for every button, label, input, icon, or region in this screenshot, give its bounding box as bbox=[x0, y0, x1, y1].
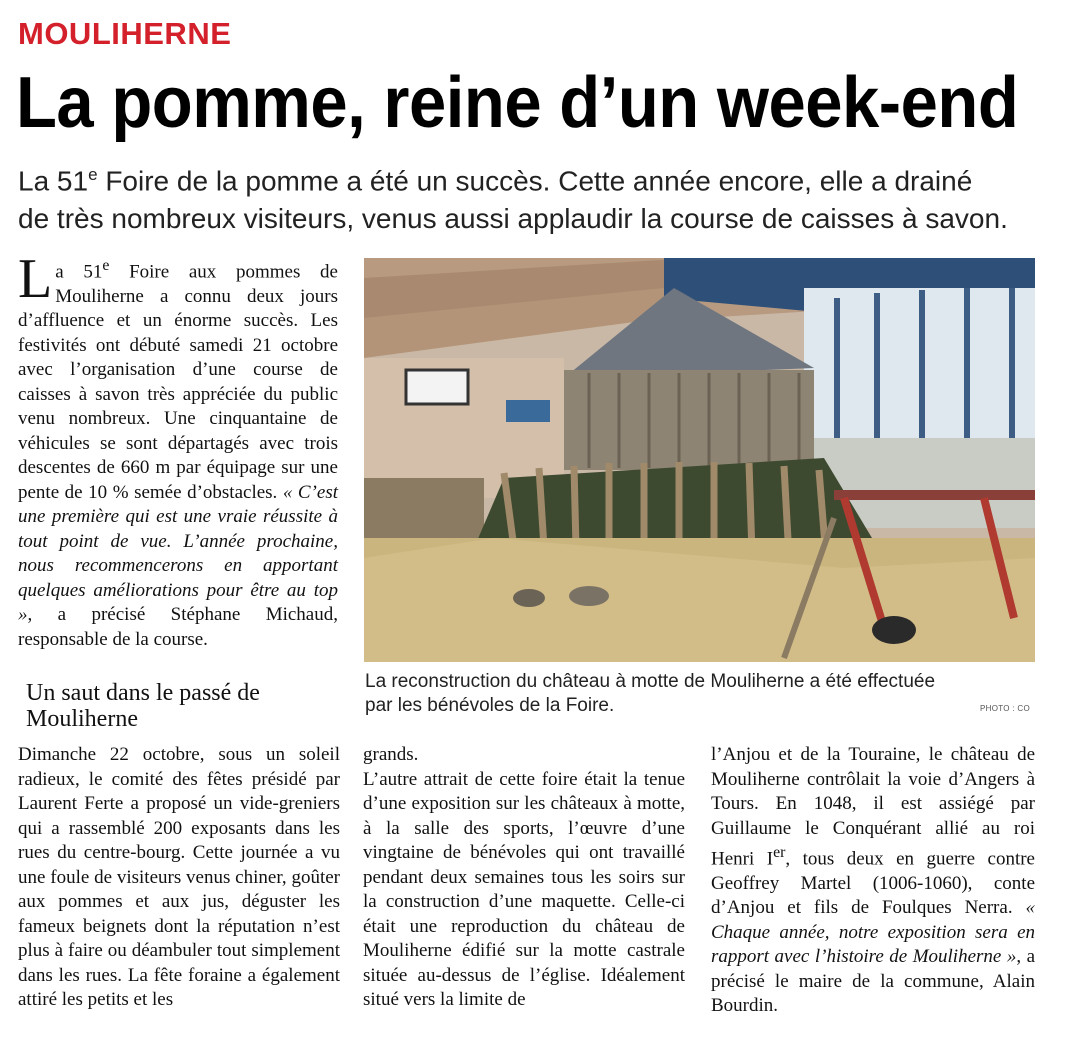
column-2 bbox=[363, 743, 685, 1013]
intro-text-end: , a précisé Stéphane Michaud, responsable de la course. bbox=[18, 604, 338, 650]
intro-quote: « C’est une première qui est une vraie réussite à tout point de vue. L’année prochaine, nous recommencerons en apportant quelques améliorations pour être au top » bbox=[18, 481, 338, 626]
intro-sup: e bbox=[102, 257, 110, 274]
lede-sup: e bbox=[88, 165, 98, 184]
col2-paragraph-b: L’autre attrait de cette foire était la tenue d’une exposition sur les châteaux à motte, à la salle des sports, l’œuvre d’une vingtaine de bénévoles qui ont travaillé pendant deux semaines tous les soirs sur la construction d’une maquette. Celle-ci était une reproduction du château de Mouliherne édifié sur la motte castrale située au-dessus de l’église. Idéalement situé vers la limite de bbox=[363, 768, 685, 1010]
caption-line1: La reconstruction du château à motte de Mouliherne a été effectuée bbox=[365, 671, 936, 692]
photo-caption bbox=[365, 670, 1005, 718]
intro-paragraph bbox=[18, 248, 338, 652]
column-1 bbox=[18, 743, 340, 1013]
photo-credit: PHOTO : CO bbox=[980, 704, 1030, 713]
headline: La pomme, reine d’un week-end bbox=[16, 63, 1019, 143]
intro-text-b: Foire aux pommes de Mouliherne a connu deux jours d’affluence et un énorme succès. Les festivités ont débuté samedi 21 octobre avec l’organisation d’une course de caisses à savon très appréciée du public venu nombreux. Une cinquantaine de véhicules se sont départagés avec trois descentes de 660 m par équipage sur une pente de 10 % semée d’obstacles. bbox=[18, 261, 338, 503]
section-kicker: MOULIHERNE bbox=[18, 16, 232, 51]
col3-sup: er bbox=[773, 844, 786, 861]
intro-text-a: a 51 bbox=[55, 261, 103, 283]
lede-line1-a: La 51 bbox=[18, 165, 89, 197]
subheading: Un saut dans le passé de Mouliherne bbox=[26, 680, 260, 732]
article-photo bbox=[364, 258, 1035, 662]
lede-line1-b: Foire de la pomme a été un succès. Cette année encore, elle a drainé bbox=[97, 165, 973, 197]
col3-text-end: , a précisé le maire de la commune, Alain Bourdin. bbox=[711, 946, 1035, 1017]
col2-paragraph-a: grands. bbox=[363, 744, 419, 765]
col3-text-a: l’Anjou et de la Touraine, le château de Mouliherne contrôlait la voie d’Angers à Tours. En 1048, il est assiégé par Guillaume le Conquérant allié au roi Henri I bbox=[711, 744, 1035, 870]
lede-line2: de très nombreux visiteurs, venus aussi applaudir la course de caisses à savon. bbox=[18, 203, 1008, 235]
col3-text-b: , tous deux en guerre contre Geoffrey Martel (1006-1060), conte d’Anjou et fils de Foulques Nerra. bbox=[711, 848, 1035, 919]
col3-quote: « Chaque année, notre exposition sera en rapport avec l’histoire de Mouliherne » bbox=[711, 897, 1035, 968]
col1-paragraph: Dimanche 22 octobre, sous un soleil radieux, le comité des fêtes présidé par Laurent Ferte a proposé un vide-greniers qui a rassemblé 200 exposants dans les rues du centre-bourg. Cette journée a vu une foule de visiteurs venus chiner, goûter aux pommes et aux jus, déguster les fameux beignets dont la réputation n’est plus à faire ou déambuler tout simplement dans les rues. La fête foraine a également attiré les petits et les bbox=[18, 744, 340, 1010]
drop-cap: L bbox=[18, 248, 53, 310]
caption-line2: par les bénévoles de la Foire. bbox=[365, 695, 615, 716]
column-3 bbox=[711, 743, 1035, 1019]
lede bbox=[18, 156, 1058, 238]
